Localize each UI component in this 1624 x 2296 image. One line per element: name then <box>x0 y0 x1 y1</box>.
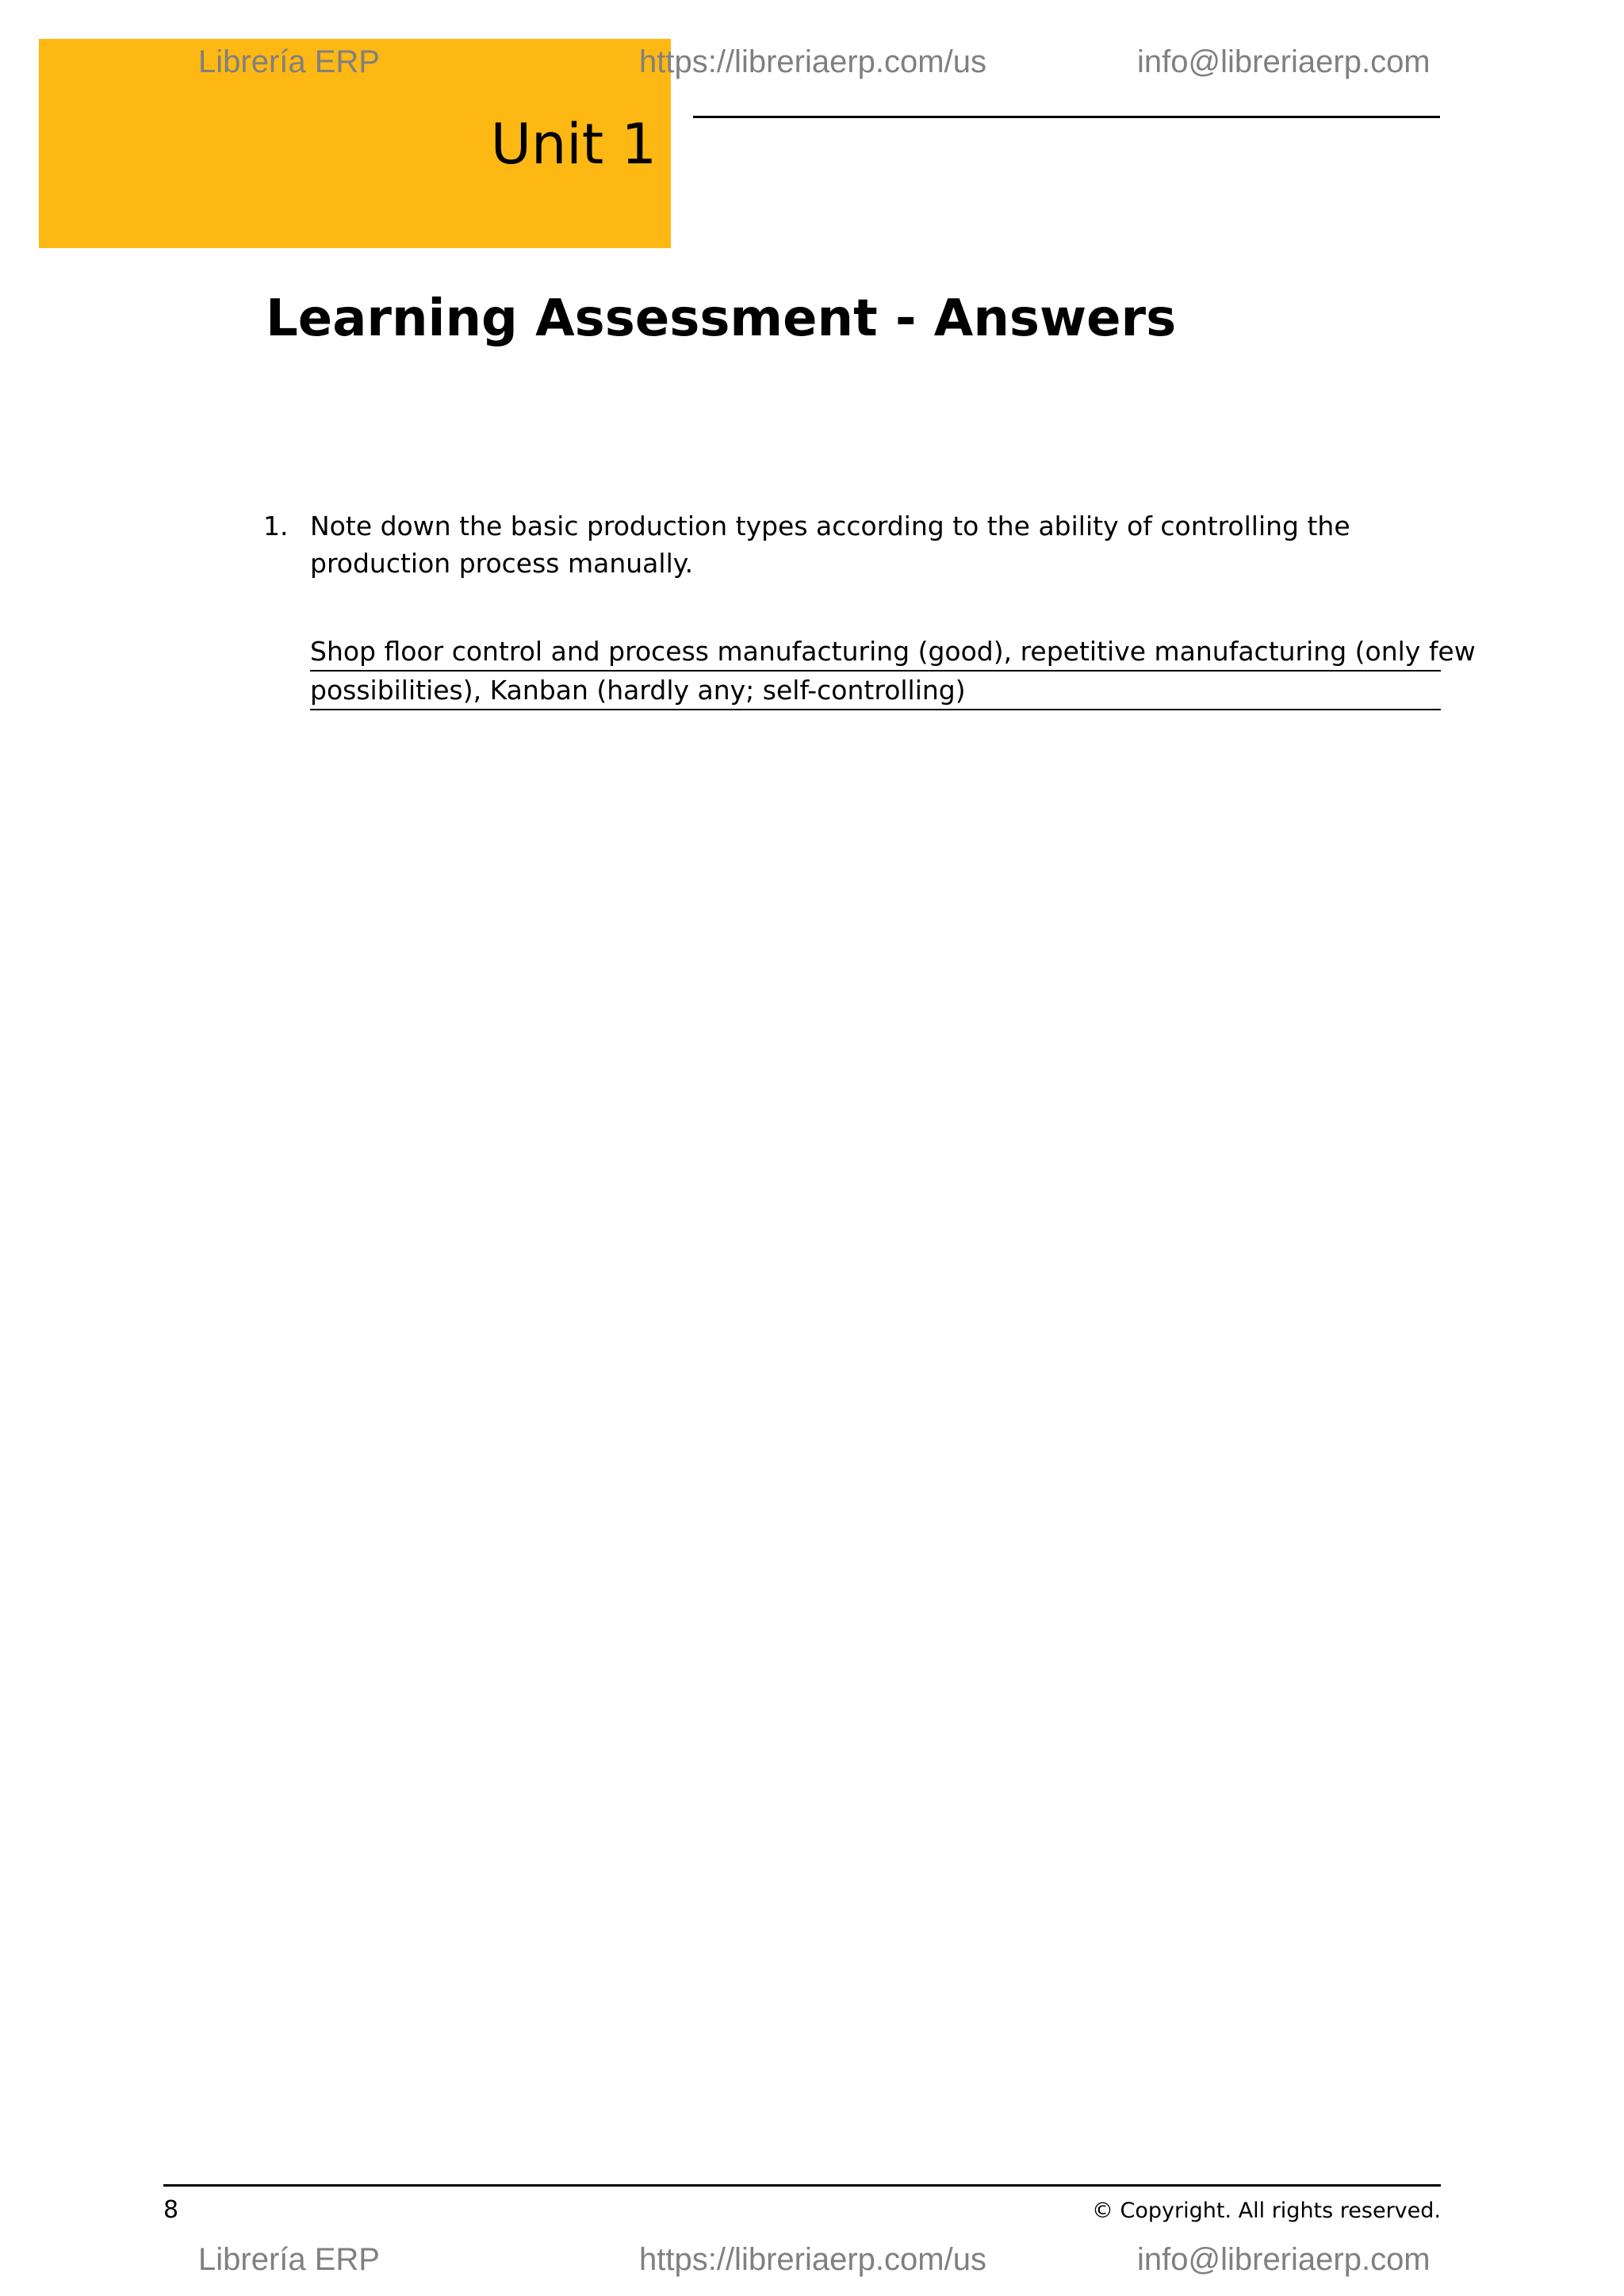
page-heading: Learning Assessment - Answers <box>266 289 1177 348</box>
header-divider <box>693 116 1440 118</box>
unit-title: Unit 1 <box>490 112 657 177</box>
watermark-url-bottom[interactable]: https://libreriaerp.com/us <box>639 2242 986 2277</box>
answer-block <box>310 633 1476 710</box>
copyright-notice: © Copyright. All rights reserved. <box>1091 2198 1441 2223</box>
page-number: 8 <box>163 2196 179 2224</box>
watermark-url-top[interactable]: https://libreriaerp.com/us <box>639 44 986 79</box>
footer-divider <box>163 2184 1441 2187</box>
answer-line: possibilities), Kanban (hardly any; self-controlling) <box>310 672 1441 710</box>
question-number: 1. <box>263 511 289 541</box>
watermark-brand-top: Librería ERP <box>198 44 380 79</box>
watermark-email-top[interactable]: info@libreriaerp.com <box>1137 44 1431 79</box>
watermark-brand-bottom: Librería ERP <box>198 2242 380 2277</box>
answer-line: Shop floor control and process manufacturing (good), repetitive manufacturing (only few <box>310 633 1441 672</box>
question-text: Note down the basic production types according to the ability of controlling the production process manually. <box>310 511 1350 579</box>
watermark-email-bottom[interactable]: info@libreriaerp.com <box>1137 2242 1431 2277</box>
